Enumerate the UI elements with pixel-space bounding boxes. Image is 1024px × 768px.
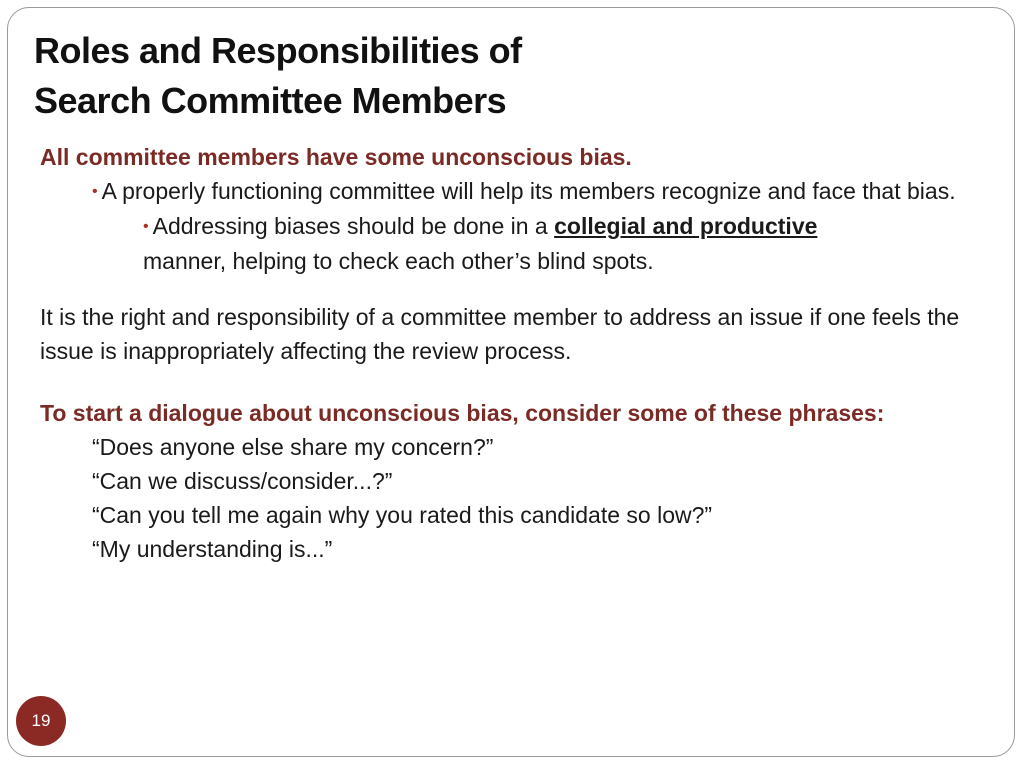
bullet-2-emphasis: collegial and productive: [554, 213, 818, 239]
slide-title: [34, 26, 522, 126]
bullet-dot-icon: •: [92, 183, 98, 200]
phrase-item: “My understanding is...”: [92, 536, 333, 562]
phrase-item: “Can we discuss/consider...?”: [92, 468, 393, 494]
heading-dialogue: To start a dialogue about unconscious bias, consider some of these phrases:: [40, 400, 885, 426]
phrase-item: “Does anyone else share my concern?”: [92, 434, 494, 460]
page-number-badge: 19: [16, 696, 66, 746]
heading-unconscious-bias: All committee members have some unconscious bias.: [40, 144, 632, 170]
phrase-item: “Can you tell me again why you rated this candidate so low?”: [92, 502, 713, 528]
title-line-2: Search Committee Members: [34, 80, 507, 121]
bullet-2-suffix: manner, helping to check each other’s blind spots.: [143, 248, 654, 274]
responsibility-paragraph: It is the right and responsibility of a committee member to address an issue if one feels the issue is inappropriately affecting the review process.: [40, 304, 960, 364]
bullet-level-1: [92, 174, 990, 209]
slide-body: [40, 140, 990, 566]
title-line-1: Roles and Responsibilities of: [34, 30, 522, 71]
bullet-2-prefix: Addressing biases should be done in a: [152, 213, 555, 239]
bullet-dot-icon: •: [143, 218, 149, 235]
bullet-level-2: [143, 209, 990, 278]
bullet-1-text: A properly functioning committee will help its members recognize and face that bias.: [101, 178, 956, 204]
